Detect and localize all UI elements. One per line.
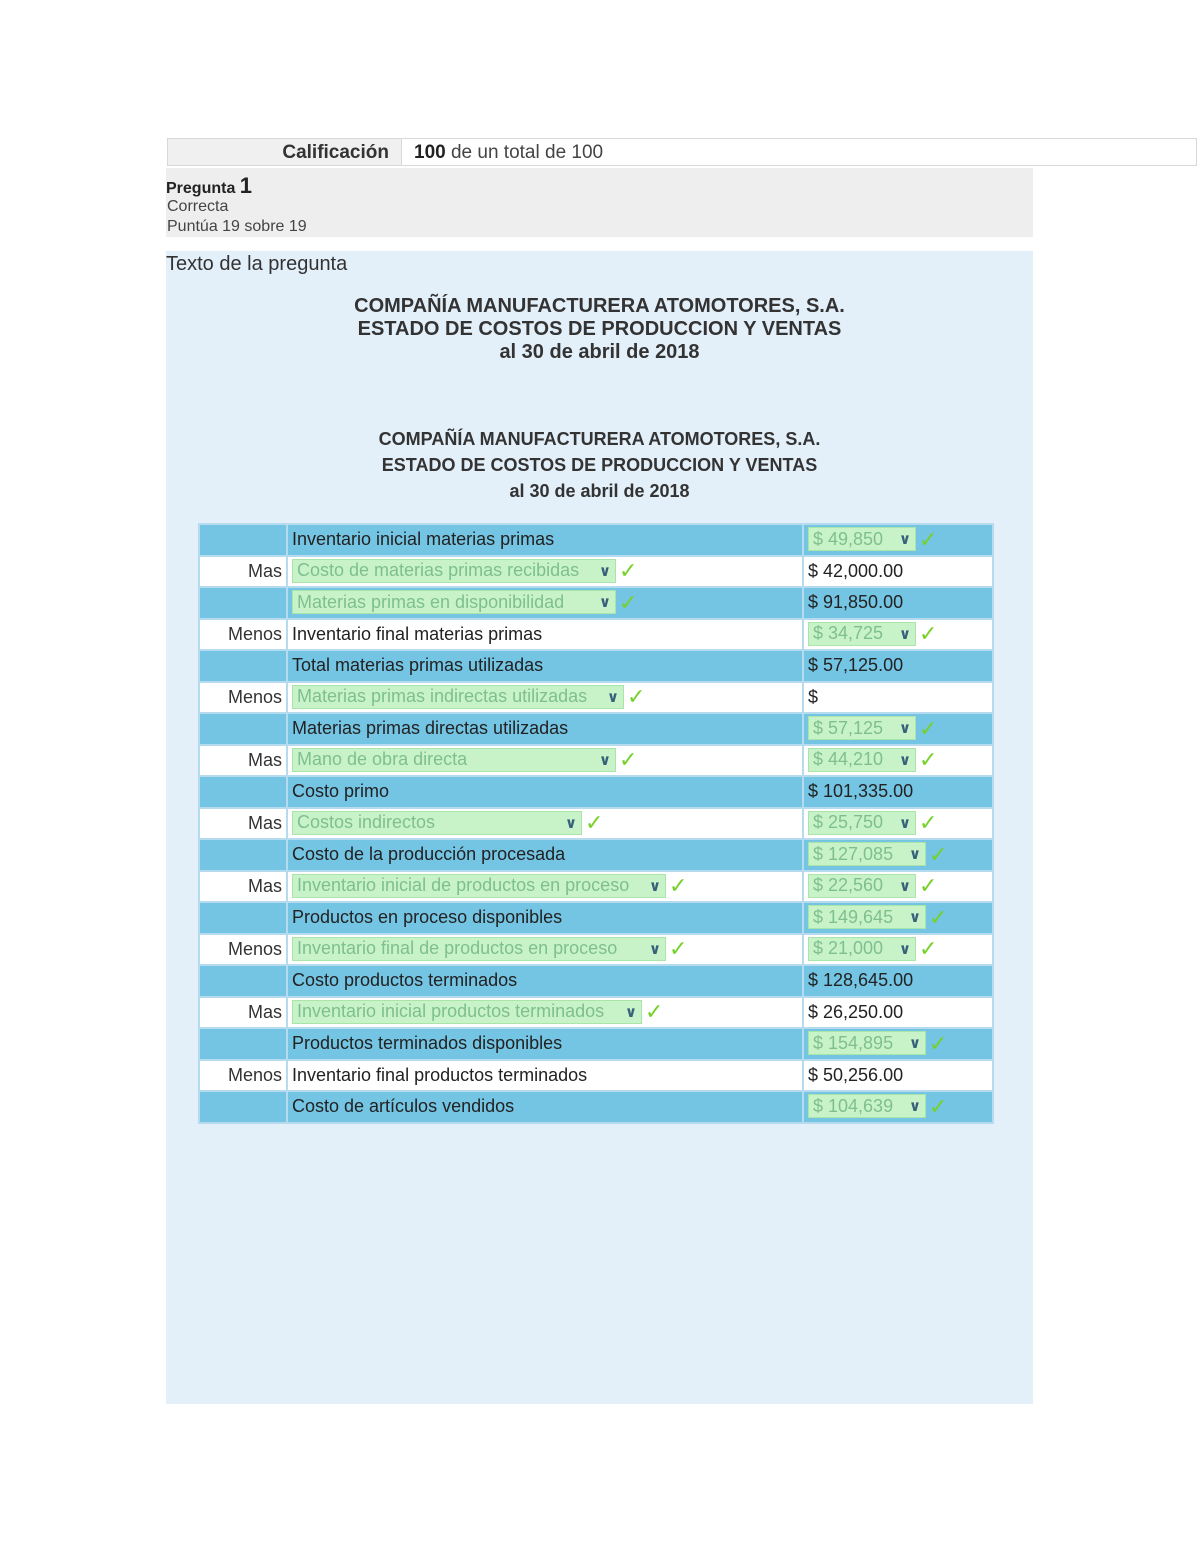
grade-value: [402, 139, 603, 165]
concept-label: Inventario final materias primas: [292, 623, 543, 644]
table-row: [199, 808, 993, 840]
chevron-down-icon[interactable]: ∨: [624, 1003, 637, 1021]
dropdown-selected-value: Inventario inicial productos terminados: [297, 1001, 605, 1021]
concept-label: Total materias primas utilizadas: [292, 655, 544, 676]
question-state: Correcta: [167, 198, 229, 215]
concept-label: Productos terminados disponibles: [292, 1033, 563, 1054]
concept-label: Costo productos terminados: [292, 970, 518, 991]
amount-value: $ 57,125.00: [808, 655, 904, 676]
row-concept: [287, 871, 803, 903]
statement-header-primary: [166, 295, 1033, 364]
chevron-down-icon[interactable]: ∨: [898, 940, 911, 958]
table-row: [199, 871, 993, 903]
row-prefix: Menos: [199, 619, 287, 651]
question-text-label: Texto de la pregunta: [166, 253, 348, 275]
row-prefix: [199, 587, 287, 619]
dropdown-selected-value: $ 21,000: [813, 938, 884, 958]
checkmark-icon: ✓: [929, 904, 948, 930]
grade-score: 100: [414, 142, 446, 163]
row-prefix: Mas: [199, 556, 287, 588]
concept-dropdown[interactable]: [292, 937, 666, 961]
row-concept: [287, 902, 803, 934]
dropdown-selected-value: Mano de obra directa: [297, 749, 468, 769]
amount-value: $: [808, 686, 819, 707]
checkmark-icon: ✓: [669, 936, 688, 962]
row-concept: [287, 997, 803, 1029]
concept-label: Inventario final productos terminados: [292, 1064, 588, 1085]
row-amount: [803, 619, 993, 651]
row-prefix: Mas: [199, 871, 287, 903]
row-concept: [287, 682, 803, 714]
chevron-down-icon[interactable]: ∨: [898, 751, 911, 769]
checkmark-icon: ✓: [619, 589, 638, 615]
checkmark-icon: ✓: [919, 526, 938, 552]
table-row: [199, 619, 993, 651]
grade-label: Calificación: [168, 139, 402, 165]
dropdown-selected-value: $ 22,560: [813, 875, 884, 895]
dropdown-selected-value: Costo de materias primas recibidas: [297, 560, 580, 580]
row-amount: [803, 902, 993, 934]
concept-label: Costo de la producción procesada: [292, 844, 566, 865]
checkmark-icon: ✓: [929, 841, 948, 867]
dropdown-selected-value: $ 57,125: [813, 717, 884, 738]
company-name: COMPAÑÍA MANUFACTURERA ATOMOTORES, S.A.: [354, 295, 845, 317]
checkmark-icon: ✓: [919, 747, 938, 773]
row-prefix: Mas: [199, 997, 287, 1029]
table-row: [199, 745, 993, 777]
row-amount: [803, 682, 993, 714]
question-text-panel: [166, 251, 1033, 1404]
row-concept: [287, 776, 803, 808]
row-prefix: Mas: [199, 745, 287, 777]
table-row: [199, 1091, 993, 1123]
concept-dropdown[interactable]: [292, 590, 616, 614]
checkmark-icon: ✓: [919, 873, 938, 899]
row-concept: [287, 1091, 803, 1123]
dropdown-selected-value: Inventario final de productos en proceso: [297, 938, 618, 958]
dropdown-selected-value: Materias primas indirectas utilizadas: [297, 686, 588, 706]
concept-dropdown[interactable]: [292, 1000, 642, 1024]
concept-label: Materias primas directas utilizadas: [292, 718, 569, 739]
row-concept: [287, 965, 803, 997]
amount-dropdown[interactable]: [808, 748, 916, 772]
amount-value: $ 50,256.00: [808, 1064, 904, 1085]
checkmark-icon: ✓: [619, 558, 638, 584]
row-prefix: Menos: [199, 682, 287, 714]
chevron-down-icon[interactable]: ∨: [598, 751, 611, 769]
amount-value: $ 42,000.00: [808, 560, 904, 581]
dropdown-selected-value: $ 34,725: [813, 623, 884, 643]
row-amount: [803, 713, 993, 745]
amount-value: $ 26,250.00: [808, 1001, 904, 1022]
row-amount: [803, 1060, 993, 1092]
table-row: [199, 682, 993, 714]
table-row: [199, 1028, 993, 1060]
chevron-down-icon[interactable]: ∨: [898, 531, 911, 548]
table-row: [199, 556, 993, 588]
table-row: [199, 997, 993, 1029]
row-concept: [287, 524, 803, 556]
statement-header-secondary: [166, 426, 1033, 504]
checkmark-icon: ✓: [919, 936, 938, 962]
chevron-down-icon[interactable]: ∨: [564, 814, 577, 832]
row-concept: [287, 839, 803, 871]
concept-dropdown[interactable]: [292, 685, 624, 709]
amount-dropdown[interactable]: [808, 1031, 926, 1055]
checkmark-icon: ✓: [645, 999, 664, 1025]
question-title: [166, 173, 252, 199]
concept-label: Productos en proceso disponibles: [292, 907, 563, 928]
question-grade: Puntúa 19 sobre 19: [167, 218, 307, 235]
row-concept: [287, 808, 803, 840]
row-prefix: [199, 524, 287, 556]
row-concept: [287, 619, 803, 651]
dropdown-selected-value: $ 25,750: [813, 812, 884, 832]
table-row: [199, 1060, 993, 1092]
chevron-down-icon[interactable]: ∨: [908, 1098, 921, 1115]
row-amount: [803, 587, 993, 619]
concept-label: Costo de artículos vendidos: [292, 1096, 515, 1117]
grade-suffix: de un total de 100: [450, 142, 604, 163]
dropdown-selected-value: Materias primas en disponibilidad: [297, 591, 565, 612]
table-row: [199, 839, 993, 871]
row-amount: [803, 745, 993, 777]
row-amount: [803, 1091, 993, 1123]
cost-statement-table: [198, 523, 994, 1124]
row-amount: [803, 776, 993, 808]
row-prefix: [199, 965, 287, 997]
checkmark-icon: ✓: [919, 810, 938, 836]
amount-dropdown[interactable]: [808, 937, 916, 961]
table-row: [199, 934, 993, 966]
row-prefix: [199, 650, 287, 682]
table-row: [199, 713, 993, 745]
row-prefix: Menos: [199, 1060, 287, 1092]
amount-dropdown[interactable]: [808, 842, 926, 866]
amount-value: $ 91,850.00: [808, 592, 904, 613]
row-prefix: Mas: [199, 808, 287, 840]
chevron-down-icon[interactable]: ∨: [606, 688, 619, 706]
row-amount: [803, 524, 993, 556]
checkmark-icon: ✓: [627, 684, 646, 710]
dropdown-selected-value: Costos indirectos: [297, 812, 436, 832]
statement-date: al 30 de abril de 2018: [499, 341, 700, 363]
row-concept: [287, 745, 803, 777]
concept-dropdown[interactable]: [292, 874, 666, 898]
chevron-down-icon[interactable]: ∨: [908, 1035, 921, 1052]
row-concept: [287, 713, 803, 745]
row-amount: [803, 1028, 993, 1060]
chevron-down-icon[interactable]: ∨: [598, 562, 611, 580]
amount-dropdown[interactable]: [808, 811, 916, 835]
row-concept: [287, 1028, 803, 1060]
row-concept: [287, 1060, 803, 1092]
question-number: 1: [239, 173, 253, 198]
concept-label: Costo primo: [292, 781, 390, 802]
checkmark-icon: ✓: [919, 715, 938, 741]
dropdown-selected-value: $ 154,895: [813, 1032, 894, 1053]
table-row: [199, 902, 993, 934]
checkmark-icon: ✓: [619, 747, 638, 773]
row-amount: [803, 839, 993, 871]
question-prefix: Pregunta: [166, 180, 236, 197]
statement-title: ESTADO DE COSTOS DE PRODUCCION Y VENTAS: [357, 318, 842, 340]
table-row: [199, 965, 993, 997]
checkmark-icon: ✓: [929, 1093, 948, 1119]
table-row: [199, 524, 993, 556]
amount-dropdown[interactable]: [808, 905, 926, 929]
row-amount: [803, 650, 993, 682]
question-info: [166, 168, 1033, 237]
chevron-down-icon[interactable]: ∨: [598, 594, 611, 611]
row-amount: [803, 871, 993, 903]
row-prefix: Menos: [199, 934, 287, 966]
dropdown-selected-value: $ 44,210: [813, 749, 884, 769]
table-row: [199, 776, 993, 808]
dropdown-selected-value: $ 149,645: [813, 906, 894, 927]
dropdown-selected-value: $ 49,850: [813, 528, 884, 549]
chevron-down-icon[interactable]: ∨: [898, 625, 911, 643]
amount-dropdown[interactable]: [808, 622, 916, 646]
checkmark-icon: ✓: [669, 873, 688, 899]
row-concept: [287, 556, 803, 588]
row-prefix: [199, 839, 287, 871]
amount-value: $ 128,645.00: [808, 970, 914, 991]
checkmark-icon: ✓: [919, 621, 938, 647]
amount-dropdown[interactable]: [808, 1094, 926, 1118]
row-concept: [287, 650, 803, 682]
dropdown-selected-value: Inventario inicial de productos en proceso: [297, 875, 630, 895]
statement-title: ESTADO DE COSTOS DE PRODUCCION Y VENTAS: [381, 455, 818, 475]
chevron-down-icon[interactable]: ∨: [908, 846, 921, 863]
row-amount: [803, 934, 993, 966]
concept-dropdown[interactable]: [292, 811, 582, 835]
grade-summary: [167, 138, 1197, 166]
company-name: COMPAÑÍA MANUFACTURERA ATOMOTORES, S.A.: [378, 429, 821, 449]
row-prefix: [199, 1091, 287, 1123]
chevron-down-icon[interactable]: ∨: [908, 909, 921, 926]
chevron-down-icon[interactable]: ∨: [898, 814, 911, 832]
concept-dropdown[interactable]: [292, 559, 616, 583]
chevron-down-icon[interactable]: ∨: [898, 720, 911, 737]
row-amount: [803, 808, 993, 840]
row-concept: [287, 934, 803, 966]
concept-label: Inventario inicial materias primas: [292, 529, 555, 550]
amount-value: $ 101,335.00: [808, 781, 914, 802]
amount-dropdown[interactable]: [808, 874, 916, 898]
row-prefix: [199, 776, 287, 808]
row-prefix: [199, 1028, 287, 1060]
row-concept: [287, 587, 803, 619]
row-amount: [803, 965, 993, 997]
table-row: [199, 650, 993, 682]
statement-date: al 30 de abril de 2018: [509, 481, 690, 501]
dropdown-selected-value: $ 127,085: [813, 843, 894, 864]
chevron-down-icon[interactable]: ∨: [648, 877, 661, 895]
table-row: [199, 587, 993, 619]
checkmark-icon: ✓: [585, 810, 604, 836]
amount-dropdown[interactable]: [808, 527, 916, 551]
row-amount: [803, 997, 993, 1029]
checkmark-icon: ✓: [929, 1030, 948, 1056]
row-prefix: [199, 713, 287, 745]
row-amount: [803, 556, 993, 588]
concept-dropdown[interactable]: [292, 748, 616, 772]
row-prefix: [199, 902, 287, 934]
amount-dropdown[interactable]: [808, 716, 916, 740]
dropdown-selected-value: $ 104,639: [813, 1095, 894, 1116]
chevron-down-icon[interactable]: ∨: [648, 940, 661, 958]
chevron-down-icon[interactable]: ∨: [898, 877, 911, 895]
